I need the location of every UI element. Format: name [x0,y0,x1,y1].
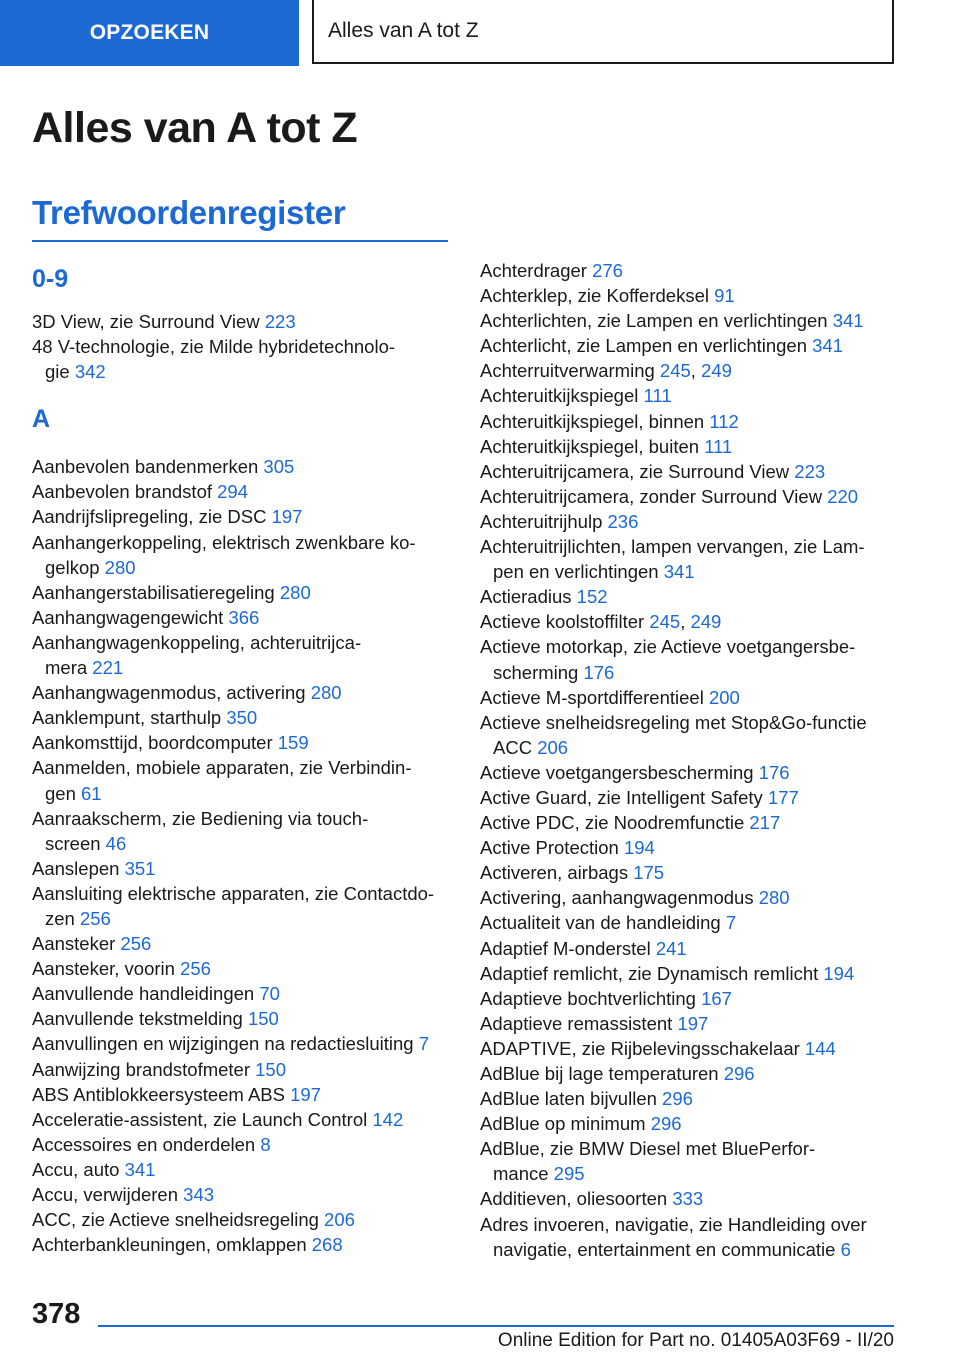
index-entry-text: Actieve M-sportdifferentieel [480,686,709,708]
index-entry-text: Aanhangerstabilisatieregeling [32,581,280,603]
index-entry-text: navigatie, entertainment en communicatie [493,1238,841,1260]
index-entry [32,1057,450,1082]
index-entry-text: Achteruitrijcamera, zonder Surround View [480,485,828,507]
index-entry-text: Aanhangerkoppeling, elektrisch zwenkbare ko- [32,531,416,553]
index-entry-text: gelkop [45,556,105,578]
index-entry [480,333,900,358]
index-entry-text: Accessoires en onderdelen [32,1133,261,1155]
page-reference-link[interactable]: 295 [553,1163,585,1185]
index-entry-text: Additieven, oliesoorten [480,1188,673,1210]
page-reference-link[interactable]: 112 [709,410,739,432]
page-reference-link[interactable]: 61 [81,782,102,804]
index-entry [480,459,900,484]
index-entry [480,961,900,986]
page-reference-link[interactable]: 176 [583,661,615,683]
section-tab[interactable] [0,0,299,66]
index-entry-text: AdBlue laten bijvullen [480,1088,663,1110]
page-reference-link[interactable]: 249 [701,360,732,382]
index-entry [32,856,450,881]
section-divider [32,240,448,242]
index-entry-text: Activeren, airbags [480,862,634,884]
index-entry-text: Adaptief M-onderstel [480,937,656,959]
index-entry [480,1212,900,1262]
page-reference-link[interactable]: 236 [607,510,639,532]
index-entry [480,1011,900,1036]
index-entry-text: Achteruitkijkspiegel, buiten [480,435,705,457]
index-entry [32,454,450,479]
index-entry [32,1207,450,1232]
page-reference-link[interactable]: 197 [677,1012,709,1034]
index-entry-text: Adaptieve bochtverlichting [480,987,702,1009]
index-entry-text: Aanhangwagenkoppeling, achteruitrijca- [32,631,362,653]
index-entry-text: gen [45,782,82,804]
index-entry [480,860,900,885]
index-entry [32,931,450,956]
index-entry [480,283,900,308]
index-entry [32,1182,450,1207]
index-entry-text: Aanslepen [32,857,125,879]
index-entry-text: AdBlue op minimum [480,1113,651,1135]
index-entry-text: Acceleratie-assistent, zie Launch Control [32,1108,373,1130]
page-reference-link[interactable]: 111 [704,435,733,457]
page-reference-link[interactable]: 206 [324,1209,355,1231]
page-reference-link[interactable]: 142 [372,1108,404,1130]
index-entry [480,835,900,860]
index-entry [32,1031,450,1056]
index-entry-text: AdBlue, zie BMW Diesel met BluePerfor- [480,1138,816,1160]
section-title: Trefwoordenregister [32,194,346,231]
page-reference-link[interactable]: 341 [832,310,864,332]
page-reference-link[interactable]: 280 [104,556,136,578]
index-entry [480,308,900,333]
index-entry-text: Actieve snelheidsregeling met Stop&Go-functie [480,711,867,733]
index-entry [32,730,450,755]
page-reference-link[interactable]: 150 [255,1058,287,1080]
index-entry [32,806,450,856]
index-entry-text: pen en verlichtingen [493,561,664,583]
page-reference-link[interactable]: 241 [655,937,687,959]
index-entry [32,530,450,580]
index-column-left [32,258,450,1257]
page-reference-link[interactable]: 175 [633,862,665,884]
index-entry [480,1186,900,1211]
footer-divider [98,1325,894,1327]
page-reference-link[interactable]: 194 [823,962,855,984]
chapter-title: Alles van A tot Z [328,19,479,42]
page-reference-link[interactable]: 159 [277,732,309,754]
index-entry [32,1006,450,1031]
page-reference-link[interactable]: 245 [659,360,691,382]
index-entry-text: mance [493,1163,554,1185]
index-entry-text: Actieve koolstoffilter [480,611,650,633]
index-entry [32,334,450,384]
page-reference-link[interactable]: 296 [662,1088,693,1110]
page-reference-link[interactable]: 342 [74,361,106,383]
index-entry-text: Achterklep, zie Kofferdeksel [480,285,715,307]
index-entry-text: Achterlichten, zie Lampen en verlichtingen [480,310,833,332]
page-reference-link[interactable]: 280 [310,682,342,704]
index-entry-text: AdBlue bij lage temperaturen [480,1063,724,1084]
index-entry-text: Adaptieve remassistent [480,1012,678,1034]
page-reference-link[interactable]: 245 [649,611,681,633]
index-entry [480,910,900,935]
page-reference-link[interactable]: 176 [758,761,790,783]
index-letter-heading: A [32,405,51,434]
page-reference-link[interactable]: 217 [749,812,781,834]
index-entry-text: Aansluiting elektrische apparaten, zie Contactdo- [32,882,435,904]
page-reference-link[interactable]: 351 [124,857,156,879]
page-reference-link[interactable]: 6 [840,1238,851,1260]
page-reference-link[interactable]: 296 [723,1063,755,1084]
page-reference-link[interactable]: 177 [767,786,799,808]
index-entry-text: Active Guard, zie Intelligent Safety [480,786,768,808]
page-title: Alles van A tot Z [32,104,358,152]
page-reference-link[interactable]: 350 [226,707,258,729]
index-entry-text: Activering, aanhangwagenmodus [480,887,759,909]
index-entry [32,755,450,805]
page-reference-link[interactable]: 221 [92,657,124,679]
page-reference-link[interactable]: 91 [714,285,735,307]
index-entry-text: Aanbevolen brandstof [32,481,218,503]
index-entry [480,409,900,434]
index-entry [32,705,450,730]
index-entry [480,609,900,634]
index-entry-text: ACC [493,736,538,758]
index-entry [480,1111,900,1136]
index-entry-text: Accu, verwijderen [32,1184,184,1205]
index-entry-text: Achteruitrijlichten, lampen vervangen, zie Lam- [480,536,865,558]
index-entry-text: Actieve motorkap, zie Actieve voetgangersbe- [480,636,856,658]
page-reference-link[interactable]: 305 [263,456,295,478]
index-entry [32,630,450,680]
page-reference-link[interactable]: 8 [260,1133,271,1155]
index-entry [480,986,900,1011]
index-entry-text: Achterlicht, zie Lampen en verlichtingen [480,335,813,357]
index-column-right [480,258,900,1262]
index-entry [480,936,900,961]
index-entry-text: scherming [493,661,584,683]
index-entry-text: Actieradius [480,586,577,608]
index-entry-text: Accu, auto [32,1158,125,1180]
index-entry [480,760,900,785]
index-entry-text: ABS Antiblokkeersysteem ABS [32,1083,291,1105]
index-entry-text: 48 V-technologie, zie Milde hybridetechnolo- [32,336,396,358]
index-entry [32,1232,450,1257]
index-entry-text: Achteruitkijkspiegel, binnen [480,410,710,432]
section-tab-label: OPZOEKEN [89,21,210,44]
index-entry-text: Aanwijzing brandstofmeter [32,1058,256,1080]
index-entry [480,634,900,684]
index-entry-text: Achterdrager [480,260,593,281]
page-reference-link[interactable]: 197 [271,506,303,528]
index-entry-text: Aansteker [32,933,121,955]
index-entry-text: Aankomsttijd, boordcomputer [32,732,278,754]
page-reference-link[interactable]: 111 [643,385,672,407]
index-entry-text: Adaptief remlicht, zie Dynamisch remlicht [480,962,824,984]
page-reference-link[interactable]: 296 [650,1113,682,1135]
page-reference-link[interactable]: 206 [537,736,569,758]
index-entry [32,881,450,931]
index-entry-text: mera [45,657,93,679]
index-entry-text: Aanhangwagenmodus, activering [32,682,311,704]
page-reference-link[interactable]: 256 [120,933,152,955]
page-ref-separator: , [690,360,702,382]
page-reference-link[interactable]: 223 [264,311,296,332]
page-reference-link[interactable]: 152 [576,586,608,608]
page-reference-link[interactable]: 46 [105,832,127,854]
index-entry [32,1157,450,1182]
index-entry-text: Active Protection [480,837,624,859]
index-entry [32,1082,450,1107]
index-entry-text: Achteruitrijcamera, zie Surround View [480,460,795,482]
index-entry-text: Actieve voetgangersbescherming [480,761,759,783]
index-entry [32,680,450,705]
index-entry-text: Achteruitrijhulp [480,510,608,532]
index-entry-text: Aandrijfslipregeling, zie DSC [32,506,272,528]
index-entry-text: gie [45,361,75,383]
index-entry-text: Aanvullende handleidingen [32,983,260,1005]
page-reference-link[interactable]: 249 [690,611,722,633]
page-reference-link[interactable]: 256 [180,958,211,980]
index-entry-text: Aanklempunt, starthulp [32,707,227,729]
index-entry-text: Aanmelden, mobiele apparaten, zie Verbindin- [32,757,412,779]
page-reference-link[interactable]: 343 [183,1184,215,1205]
index-entry [32,580,450,605]
index-entry [32,1107,450,1132]
page-reference-link[interactable]: 341 [124,1158,156,1180]
page-reference-link[interactable]: 70 [259,983,280,1005]
index-entry [480,584,900,609]
index-entry-text: Actualiteit van de handleiding [480,912,726,934]
index-entry-text: Achteruitkijkspiegel [480,385,644,407]
page-number: 378 [32,1298,81,1330]
index-entry [32,479,450,504]
index-entry-text: ACC, zie Actieve snelheidsregeling [32,1209,325,1231]
index-entry-text: Active PDC, zie Noodremfunctie [480,812,750,834]
index-entry-text: Aansteker, voorin [32,958,181,980]
page-reference-link[interactable]: 268 [311,1234,343,1256]
index-entry [480,1136,900,1186]
page-reference-link[interactable]: 366 [228,606,260,628]
index-entry-text: Achterbankleuningen, omklappen [32,1234,312,1256]
index-entry-text: screen [45,832,106,854]
page-reference-link[interactable]: 150 [247,1008,279,1030]
index-entry [32,1132,450,1157]
index-entry-text: Adres invoeren, navigatie, zie Handleiding over [480,1213,867,1235]
page-reference-link[interactable]: 167 [701,987,732,1009]
page-reference-link[interactable]: 341 [812,335,844,357]
index-entry-text: Aanraakscherm, zie Bediening via touch- [32,807,369,829]
index-entry [480,484,900,509]
chapter-header [312,0,894,64]
index-entry-text: zen [45,907,80,929]
page-reference-link[interactable]: 333 [672,1188,704,1210]
page-reference-link[interactable]: 7 [418,1033,429,1055]
page-reference-link[interactable]: 194 [623,837,655,859]
index-entry [480,685,900,710]
index-entry-text: ADAPTIVE, zie Rijbelevingsschakelaar [480,1037,805,1059]
page-reference-link[interactable]: 341 [663,561,695,583]
index-entry [480,885,900,910]
index-entry [480,785,900,810]
index-entry [32,309,450,334]
index-entry [480,1036,900,1061]
index-letter-heading: 0-9 [32,265,69,293]
index-entry [32,504,450,529]
page-reference-link[interactable]: 200 [708,686,740,708]
index-entry-text: Aanbevolen bandenmerken [32,456,264,478]
page-reference-link[interactable]: 276 [592,260,623,281]
index-entry [480,710,900,760]
page-reference-link[interactable]: 7 [725,912,737,934]
index-entry [480,509,900,534]
page-ref-separator: , [680,611,691,633]
page-reference-link[interactable]: 197 [290,1083,321,1105]
index-entry [480,434,900,459]
index-entry [32,956,450,981]
index-entry [480,1061,900,1086]
index-entry [480,358,900,383]
index-entry-text: Aanhangwagengewicht [32,606,229,628]
index-entry-text: Achterruitverwarming [480,360,660,382]
footer-edition: Online Edition for Part no. 01405A03F69 - II/20 [497,1330,894,1351]
index-entry [480,383,900,408]
index-entry [32,981,450,1006]
index-entry [480,1086,900,1111]
index-entry-text: Aanvullende tekstmelding [32,1008,248,1030]
page-reference-link[interactable]: 220 [827,485,859,507]
index-entry [32,605,450,630]
page-reference-link[interactable]: 280 [279,581,311,603]
page-reference-link[interactable]: 280 [758,887,790,909]
page-reference-link[interactable]: 294 [217,481,249,503]
index-entry [480,534,900,584]
index-entry-text: 3D View, zie Surround View [32,311,265,332]
index-entry [480,258,900,283]
index-entry [480,810,900,835]
index-entry-text: Aanvullingen en wijzigingen na redactiesluiting [32,1033,419,1055]
page-reference-link[interactable]: 144 [804,1037,836,1059]
page-reference-link[interactable]: 223 [794,460,826,482]
page-reference-link[interactable]: 256 [79,907,111,929]
